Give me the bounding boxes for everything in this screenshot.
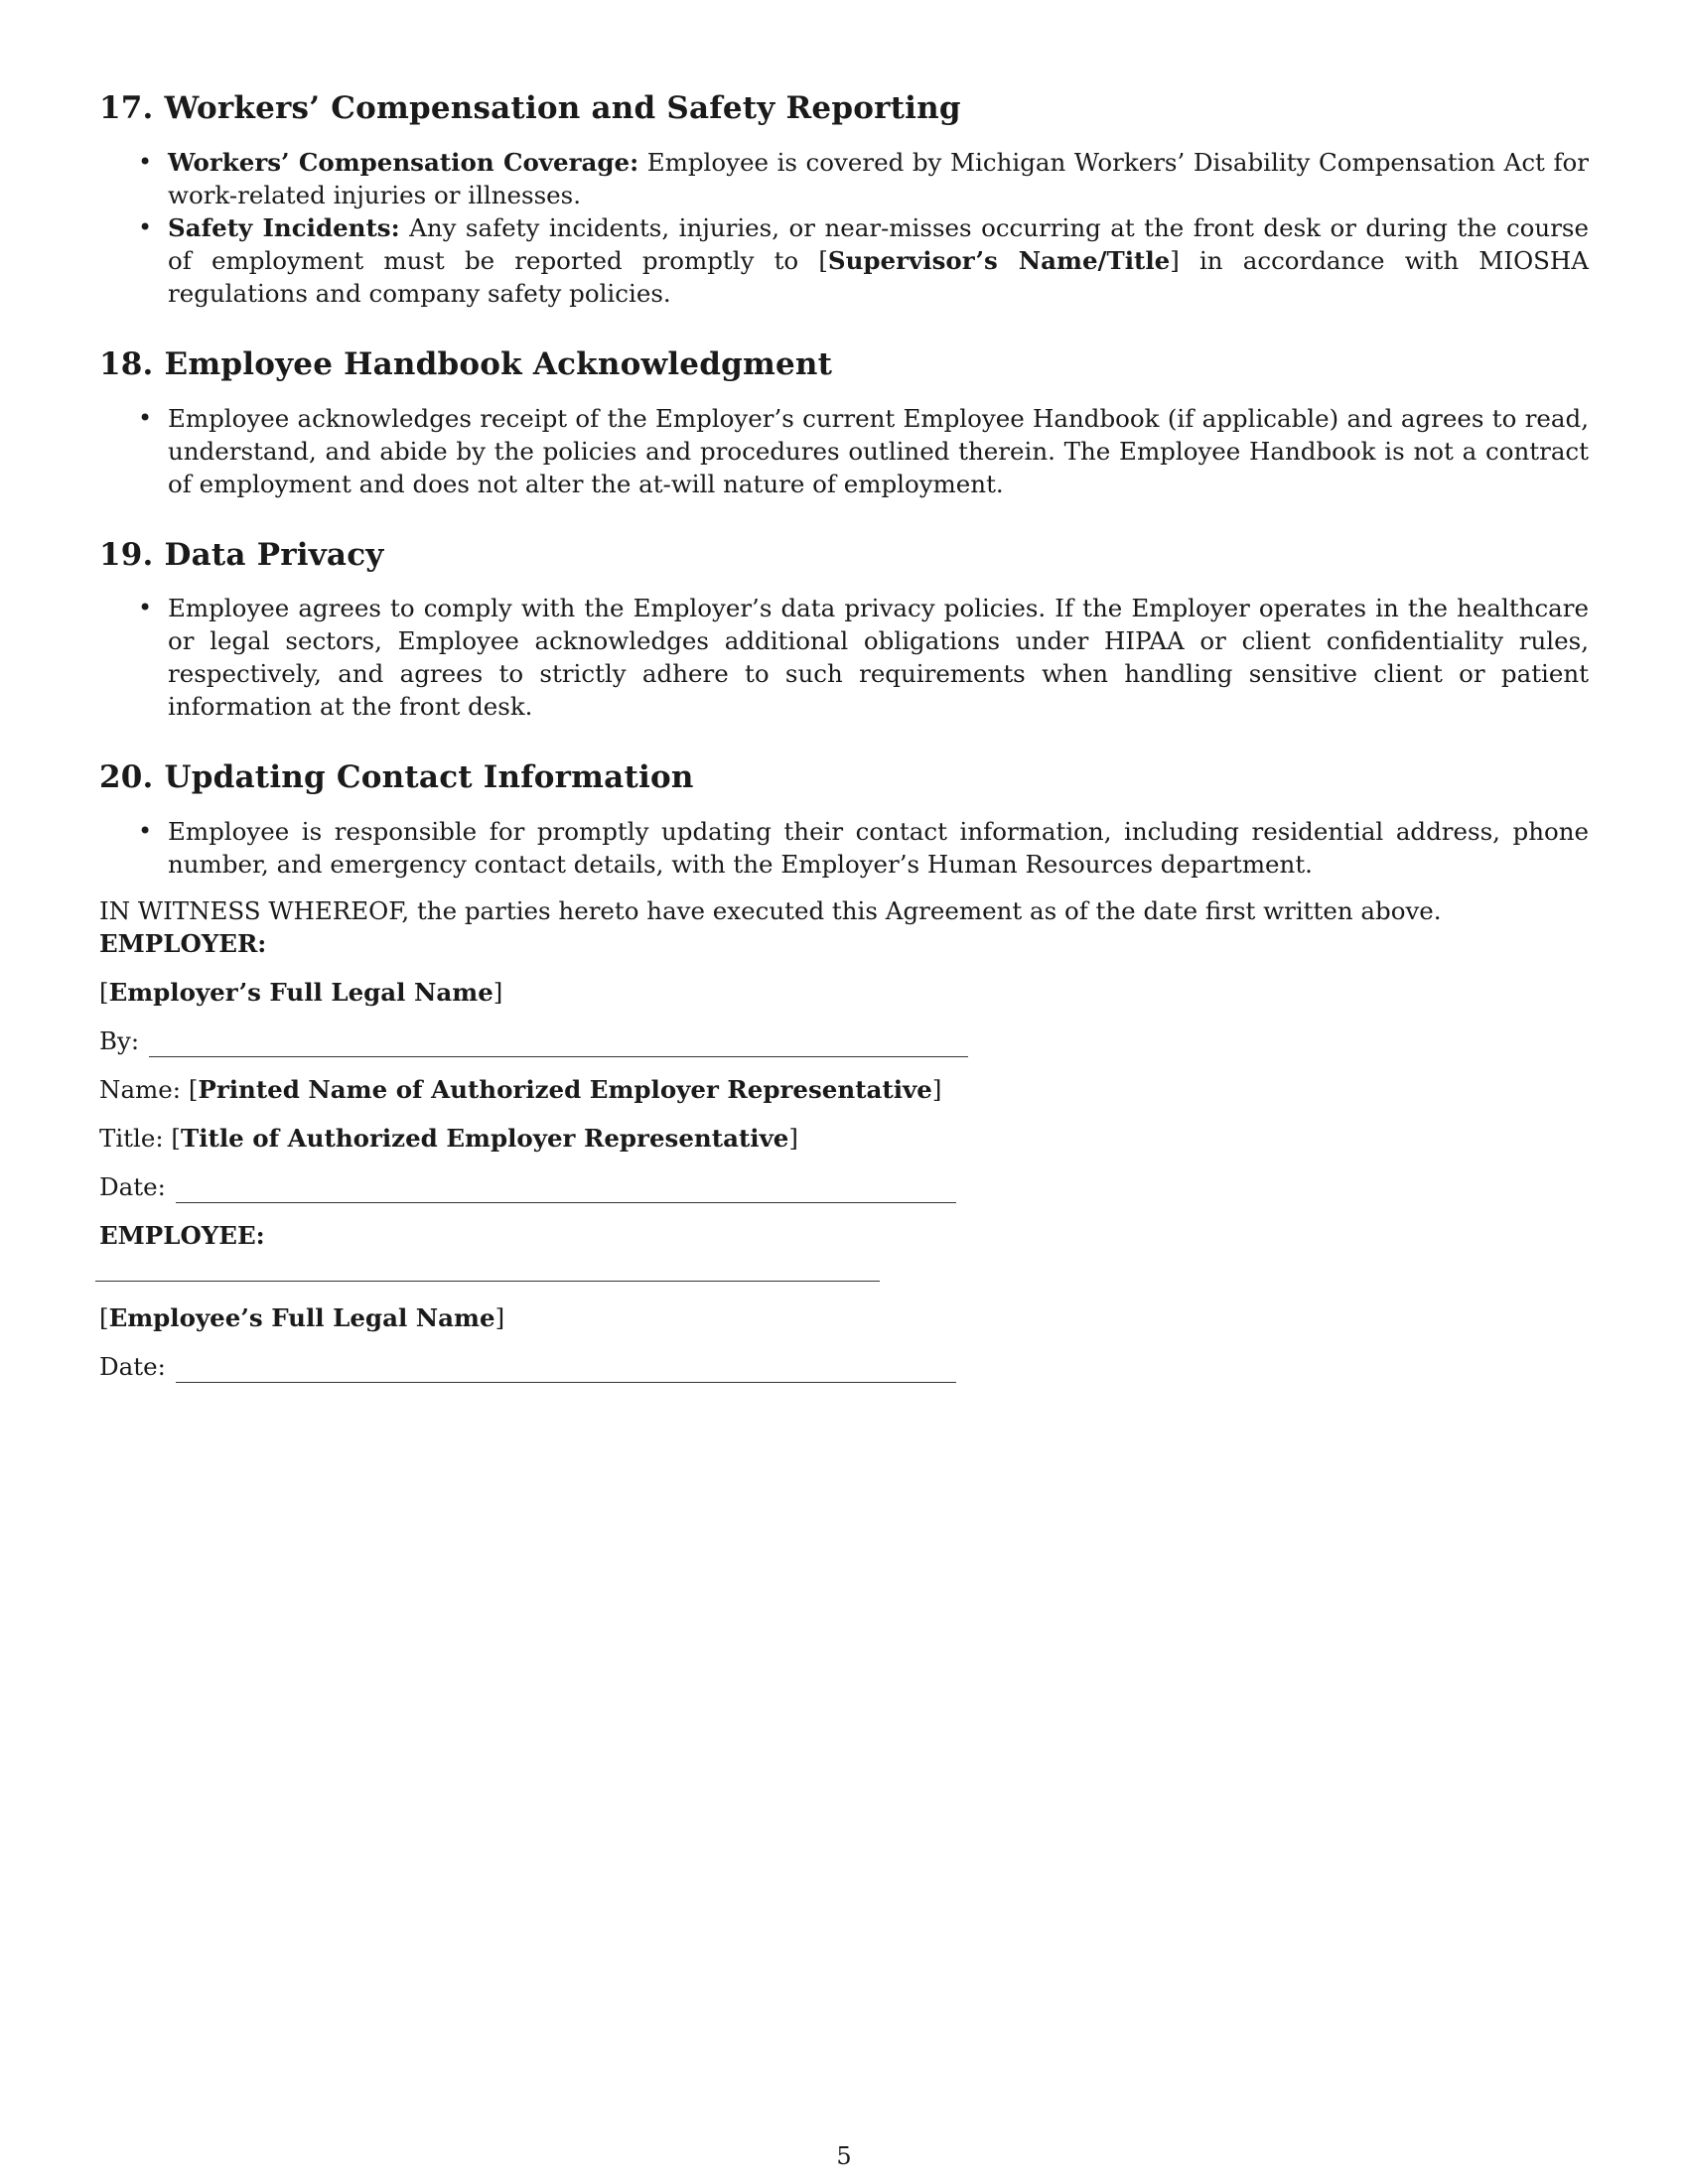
section-17 [99, 89, 1589, 310]
employer-title-placeholder: Title of Authorized Employer Representative [180, 1124, 789, 1153]
bullet-list [99, 402, 1589, 500]
witness-clause: IN WITNESS WHEREOF, the parties hereto have executed this Agreement as of the date first written above. [99, 896, 1442, 925]
list-item: • Employee acknowledges receipt of the Employer’s current Employee Handbook (if applicable) and agrees to read, understand, and abide by the policies and procedures outlined therein. The Employee Handbook is not a contract of employment and does not alter the at-will nature of employment. [168, 402, 1589, 500]
title-label: Title: [99, 1124, 164, 1153]
employee-date-row [99, 1350, 1589, 1383]
section-19 [99, 536, 1589, 724]
employee-legal-name-placeholder: Employee’s Full Legal Name [108, 1303, 495, 1332]
document-page [99, 89, 1589, 1399]
name-label: Name: [99, 1075, 182, 1104]
item-lead: Safety Incidents: [168, 212, 400, 242]
bullet-list [99, 815, 1589, 881]
list-item [168, 211, 1589, 310]
employee-label: EMPLOYEE: [99, 1221, 265, 1250]
list-item [168, 146, 1589, 211]
section-heading: 17. Workers’ Compensation and Safety Reporting [99, 90, 961, 126]
section-heading: 18. Employee Handbook Acknowledgment [99, 345, 833, 382]
list-item: • Employee agrees to comply with the Employer’s data privacy policies. If the Employer operates in the healthcare or legal sectors, Employee acknowledges additional obligations under HIPAA or client confidentiality rules, respectively, and agrees to strictly adhere to such requirements when handling sensitive client or patient information at the front desk. [168, 592, 1589, 723]
item-text: Employee is covered by Michigan Workers’ Disability Compensation Act for work-related injuries or illnesses. [168, 147, 1590, 209]
employer-signature-line[interactable] [149, 1032, 968, 1057]
date-label: Date: [99, 1172, 166, 1201]
employer-label: EMPLOYER: [99, 929, 267, 958]
employer-legal-name-placeholder: Employer’s Full Legal Name [108, 978, 493, 1007]
supervisor-placeholder: Supervisor’s Name/Title [827, 245, 1171, 275]
employer-legal-name: [Employer’s Full Legal Name] [99, 978, 503, 1007]
date-label: Date: [99, 1352, 166, 1381]
section-heading: 19. Data Privacy [99, 536, 384, 573]
by-label: By: [99, 1026, 140, 1055]
employer-title-row: Title: [Title of Authorized Employer Representative] [99, 1124, 798, 1153]
item-text: ] in accordance with MIOSHA regulations and company safety policies. [168, 245, 1589, 308]
employee-signature-line[interactable] [95, 1280, 880, 1282]
section-20 [99, 758, 1589, 881]
item-text: Any safety incidents, injuries, or near-misses occurring at the front desk or during the course of employment must be reported promptly to [ [168, 212, 1589, 275]
bullet-list [99, 592, 1589, 723]
employer-name-placeholder: Printed Name of Authorized Employer Representative [198, 1075, 932, 1104]
page-number: 5 [836, 2142, 852, 2170]
bullet-list [99, 146, 1589, 310]
employer-name-row: Name: [Printed Name of Authorized Employer Representative] [99, 1075, 942, 1104]
section-heading: 20. Updating Contact Information [99, 759, 694, 796]
employee-date-line[interactable] [176, 1358, 956, 1383]
item-lead: Workers’ Compensation Coverage: [168, 147, 639, 177]
employee-legal-name: [Employee’s Full Legal Name] [99, 1303, 505, 1332]
employer-date-row [99, 1170, 1589, 1203]
list-item: • Employee is responsible for promptly updating their contact information, including residential address, phone number, and emergency contact details, with the Employer’s Human Resources department. [168, 815, 1589, 881]
employer-date-line[interactable] [176, 1178, 956, 1203]
section-18 [99, 345, 1589, 500]
employer-by-row [99, 1024, 1589, 1057]
